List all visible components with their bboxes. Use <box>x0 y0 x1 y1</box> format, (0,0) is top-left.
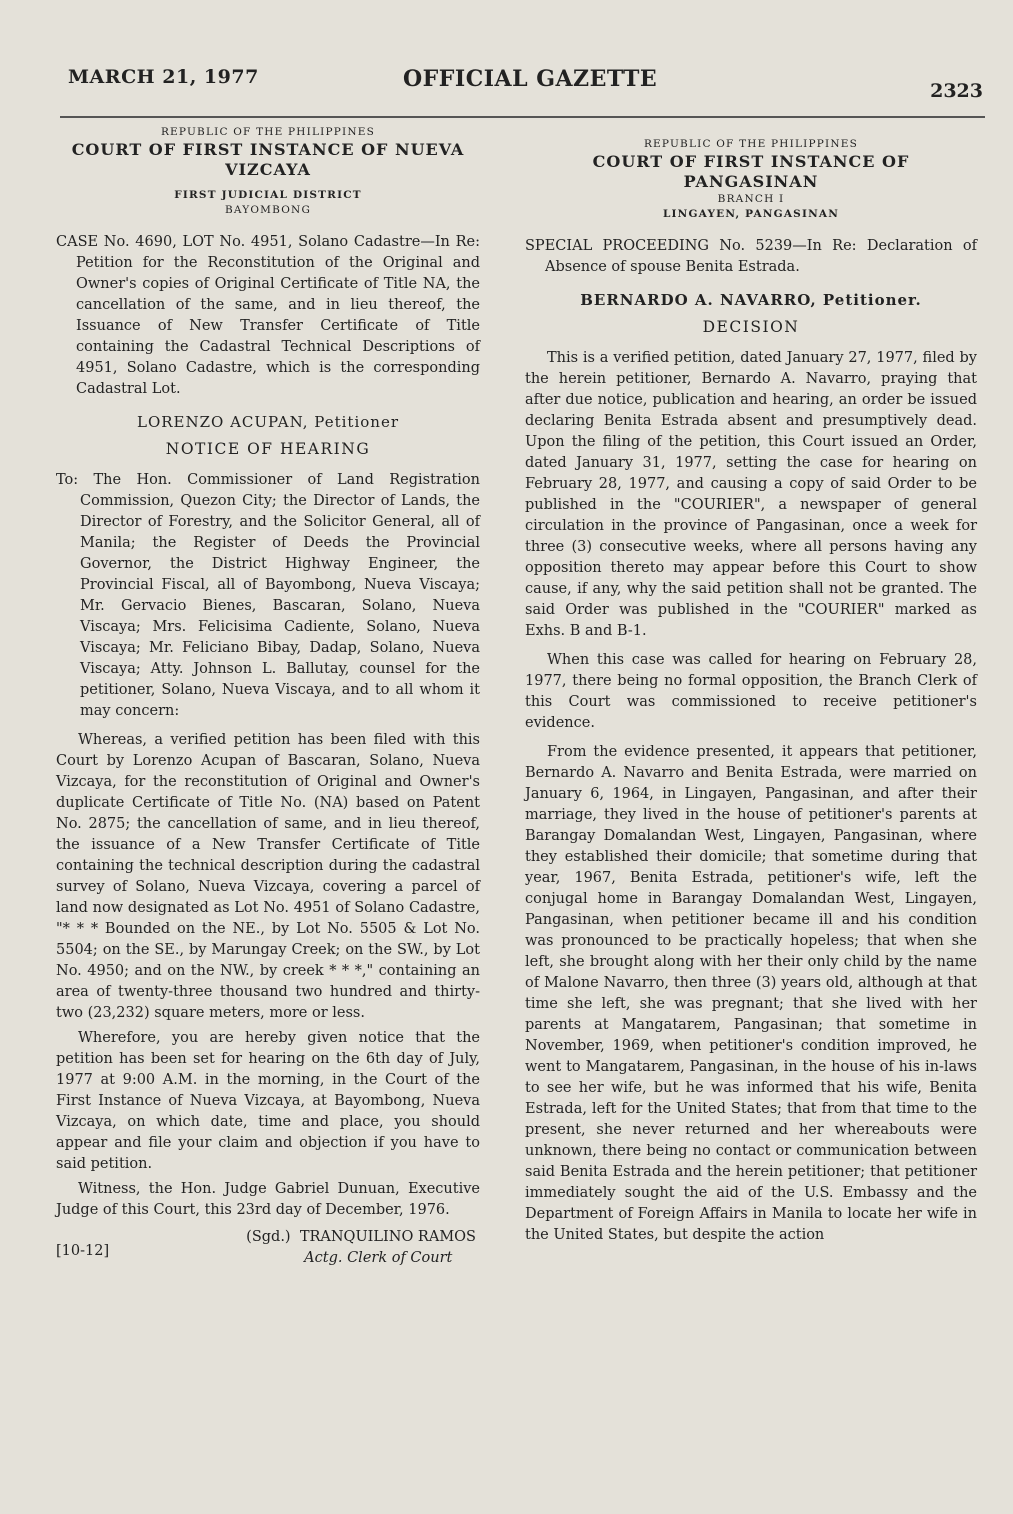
header-title: OFFICIAL GAZETTE <box>403 66 658 92</box>
page-number: 2323 <box>930 80 983 102</box>
left-place: BAYOMBONG <box>224 204 312 216</box>
signer-title: Actg. Clerk of Court <box>304 1250 453 1266</box>
right-republic-kicker: REPUBLIC OF THE PHILIPPINES <box>643 138 859 150</box>
signature-block <box>56 1227 480 1269</box>
header-rule <box>60 116 985 118</box>
right-branch: BRANCH I <box>717 193 785 205</box>
left-court-name: COURT OF FIRST INSTANCE OF NUEVA VIZCAYA <box>71 140 465 179</box>
wherefore-paragraph: Wherefore, you are hereby given notice that the petition has been set for hearing on the 6th day of July, 1977 at 9:00 A.M. in the morning, in the Court of the First Instance of Nueva Vizcaya, at Bayombong, Nueva Vizcaya, on which date, time and place, you should appear and file your claim and objection if you have to said petition. <box>56 1030 480 1172</box>
right-court-name: COURT OF FIRST INSTANCE OF PANGASINAN <box>592 152 910 191</box>
decision-paragraph-1: This is a verified petition, dated January 27, 1977, filed by the herein petitioner, Bernardo A. Navarro, praying that after due notice, publication and hearing, an order be issued declaring Benita Estrada absent and presumptively dead. Upon the filing of the petition, this Court issued an Order, dated January 31, 1977, setting the case for hearing on February 28, 1977, and causing a copy of said Order to be published in the "COURIER", a newspaper of general circulation in the province of Pangasinan, once a week for three (3) consecutive weeks, where all persons having any opposition thereto may appear before this Court to show cause, if any, why the said petition shall not be granted. The said Order was published in the "COURIER" marked as Exhs. B and B-1. <box>525 350 977 639</box>
left-petitioner: LORENZO ACUPAN, Petitioner <box>136 413 399 431</box>
right-petitioner: BERNARDO A. NAVARRO, Petitioner. <box>580 291 922 309</box>
right-place: LINGAYEN, PANGASINAN <box>662 208 840 220</box>
left-case-caption: CASE No. 4690, LOT No. 4951, Solano Cadastre—In Re: Petition for the Reconstitution of the Original and Owner's copies of Original Certificate of Title NA, the cancellation of the same, and in lieu thereof, the Issuance of New Transfer Certificate of Title containing the Cadastral Technical Descriptions of 4951, Solano Cadastre, which is the corresponding Cadastral Lot. <box>56 234 480 397</box>
left-column <box>56 124 480 1269</box>
signed-mark: (Sgd.) <box>246 1229 291 1245</box>
witness-paragraph: Witness, the Hon. Judge Gabriel Dunuan, Executive Judge of this Court, this 23rd day of December, 1976. <box>56 1181 480 1218</box>
decision-title: DECISION <box>702 318 800 336</box>
decision-paragraph-3: From the evidence presented, it appears that petitioner, Bernardo A. Navarro and Benita Estrada, were married on January 6, 1964, in Lingayen, Pangasinan, and after their marriage, they lived in the house of petitioner's parents at Barangay Domalandan West, Lingayen, Pangasinan, where they established their domicile; that sometime during that year, 1967, Benita Estrada, petitioner's wife, left the conjugal home in Barangay Domalandan West, Lingayen, Pangasinan, when petitioner became ill and his condition was pronounced to be practically hopeless; that when she left, she brought along with her their only child by the name of Malone Navarro, then three (3) years old, although at that time she left, she was pregnant; that she lived with her parents at Mangatarem, Pangasinan; that sometime in November, 1969, when petitioner's condition improved, he went to Mangatarem, Pangasinan, in the house of his in-laws to see her wife, but he was informed that his wife, Benita Estrada, left for the United States; that from that time to the present, she never returned and her whereabouts were unknown, there being no contact or communication between said Benita Estrada and the herein petitioner; that petitioner immediately sought the aid of the U.S. Embassy and the Department of Foreign Affairs in Manila to locate her wife in the United States, but despite the action <box>525 744 977 1243</box>
left-republic-kicker: REPUBLIC OF THE PHILIPPINES <box>160 126 376 138</box>
running-header <box>68 66 983 106</box>
right-column <box>525 124 977 1246</box>
notice-of-hearing-title: NOTICE OF HEARING <box>165 440 371 458</box>
left-district: FIRST JUDICIAL DISTRICT <box>174 189 362 201</box>
header-date: MARCH 21, 1977 <box>68 66 259 88</box>
signer-name: TRANQUILINO RAMOS <box>299 1229 476 1245</box>
issue-reference: [10-12] <box>56 1243 110 1259</box>
whereas-paragraph: Whereas, a verified petition has been filed with this Court by Lorenzo Acupan of Bascaran, Solano, Nueva Vizcaya, for the reconstitution of Original and Owner's duplicate Certificate of Title No. (NA) based on Patent No. 2875; the cancellation of same, and in lieu thereof, the issuance of a New Transfer Certificate of Title containing the technical description during the cadastral survey of Solano, Nueva Vizcaya, covering a parcel of land now designated as Lot No. 4951 of Solano Cadastre, "* * * Bounded on the NE., by Lot No. 5505 & Lot No. 5504; on the SE., by Marungay Creek; on the SW., by Lot No. 4950; and on the NW., by creek * * *," containing an area of twenty-three thousand two hundred and thirty-two (23,232) square meters, more or less. <box>56 732 480 1021</box>
notice-addressees: To: The Hon. Commissioner of Land Registration Commission, Quezon City; the Director of Lands, the Director of Forestry, and the Solicitor General, all of Manila; the Register of Deeds the Provincial Governor, the District Highway Engineer, the Provincial Fiscal, all of Bayombong, Nueva Viscaya; Mr. Gervacio Bienes, Bascaran, Solano, Nueva Viscaya; Mrs. Felicisima Cadiente, Solano, Nueva Viscaya; Mr. Feliciano Bibay, Dadap, Solano, Nueva Viscaya; Atty. Johnson L. Ballutay, counsel for the petitioner, Solano, Nueva Viscaya, and to all whom it may concern: <box>56 472 480 719</box>
right-case-caption: SPECIAL PROCEEDING No. 5239—In Re: Declaration of Absence of spouse Benita Estrada. <box>525 238 977 275</box>
decision-paragraph-2: When this case was called for hearing on February 28, 1977, there being no formal opposition, the Branch Clerk of this Court was commissioned to receive petitioner's evidence. <box>525 652 977 731</box>
